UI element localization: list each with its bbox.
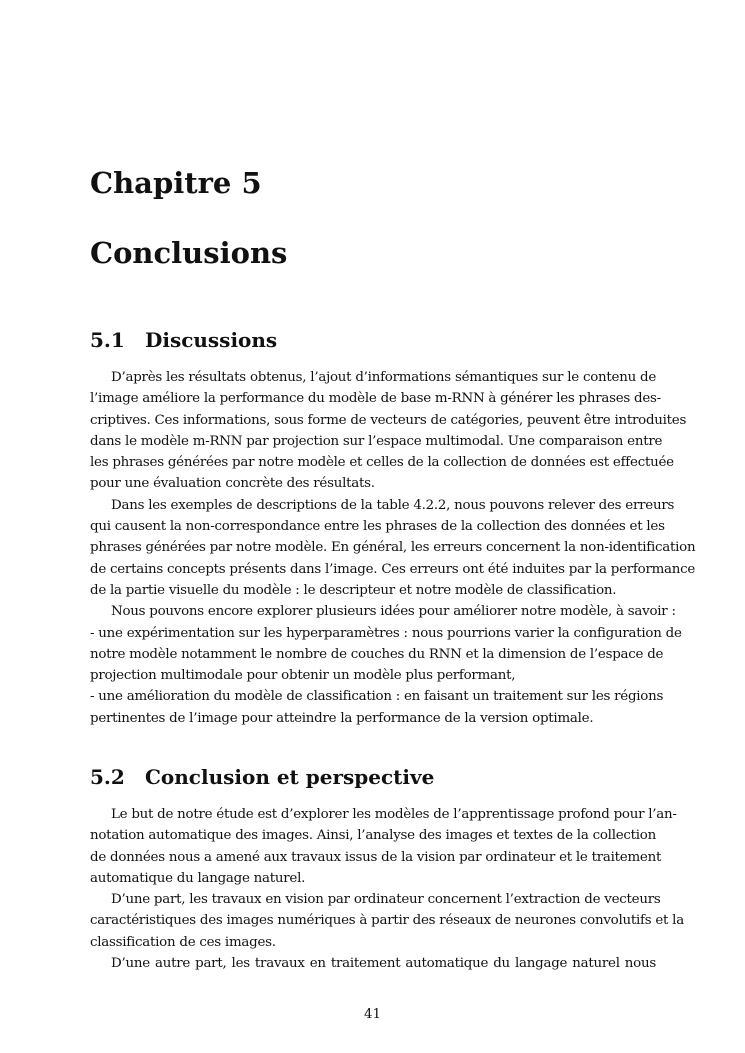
section-5-1-body <box>90 367 696 729</box>
text-line: Le but de notre étude est d’explorer les modèles de l’apprentissage profond pour l’an- <box>111 807 677 822</box>
text-line: criptives. Ces informations, sous forme de vecteurs de catégories, peuvent être introduites <box>90 412 687 428</box>
text-line: de certains concepts présents dans l’image. Ces erreurs ont été induites par la performance <box>90 561 696 577</box>
text-line: projection multimodale pour obtenir un modèle plus performant, <box>90 668 516 684</box>
section-number: 5.2 <box>90 765 125 789</box>
text-line: automatique du langage naturel. <box>90 870 306 886</box>
text-line: de la partie visuelle du modèle : le descripteur et notre modèle de classification. <box>90 582 617 598</box>
text-line: Dans les exemples de descriptions de la table 4.2.2, nous pouvons relever des erreurs <box>111 497 675 513</box>
section-title: Conclusion et perspective <box>145 765 435 789</box>
text-line: pertinentes de l’image pour atteindre la performance de la version optimale. <box>90 710 594 726</box>
text-line: D’après les résultats obtenus, l’ajout d’informations sémantiques sur le contenu de <box>111 370 656 385</box>
text-line: - une amélioration du modèle de classification : en faisant un traitement sur les régions <box>90 689 664 705</box>
page-number: 41 <box>363 1007 382 1022</box>
text-line: l’image améliore la performance du modèle de base m-RNN à générer les phrases des- <box>90 391 661 407</box>
text-line: qui causent la non-correspondance entre les phrases de la collection des données et les <box>90 519 665 535</box>
section-5-2-body <box>90 804 684 974</box>
text-line: phrases générées par notre modèle. En général, les erreurs concernent la non-identification <box>90 540 696 556</box>
section-title: Discussions <box>145 328 278 352</box>
text-line: dans le modèle m-RNN par projection sur l’espace multimodal. Une comparaison entre <box>90 433 663 449</box>
text-line: de données nous a amené aux travaux issus de la vision par ordinateur et le traitement <box>90 849 662 865</box>
chapter-number: Chapitre 5 <box>90 166 262 200</box>
text-line: Nous pouvons encore explorer plusieurs idées pour améliorer notre modèle, à savoir : <box>111 604 676 620</box>
text-line: caractéristiques des images numériques à partir des réseaux de neurones convolutifs et la <box>90 913 684 929</box>
text-line: D’une part, les travaux en vision par ordinateur concernent l’extraction de vecteurs <box>111 892 661 908</box>
text-line: classification de ces images. <box>90 934 276 950</box>
text-line: les phrases générées par notre modèle et celles de la collection de données est effectuée <box>90 455 674 471</box>
text-line: notre modèle notamment le nombre de couches du RNN et la dimension de l’espace de <box>90 646 664 662</box>
section-heading-5-2 <box>90 764 434 790</box>
text-line: - une expérimentation sur les hyperparamètres : nous pourrions varier la configuration de <box>90 625 682 641</box>
section-number: 5.1 <box>90 328 125 352</box>
text-line: pour une évaluation concrète des résultats. <box>90 476 375 492</box>
text-line: notation automatique des images. Ainsi, l’analyse des images et textes de la collection <box>90 828 656 844</box>
chapter-title: Conclusions <box>90 236 288 270</box>
section-heading-5-1 <box>90 327 277 353</box>
text-line: D’une autre part, les travaux en traitement automatique du langage naturel nous <box>111 956 656 972</box>
